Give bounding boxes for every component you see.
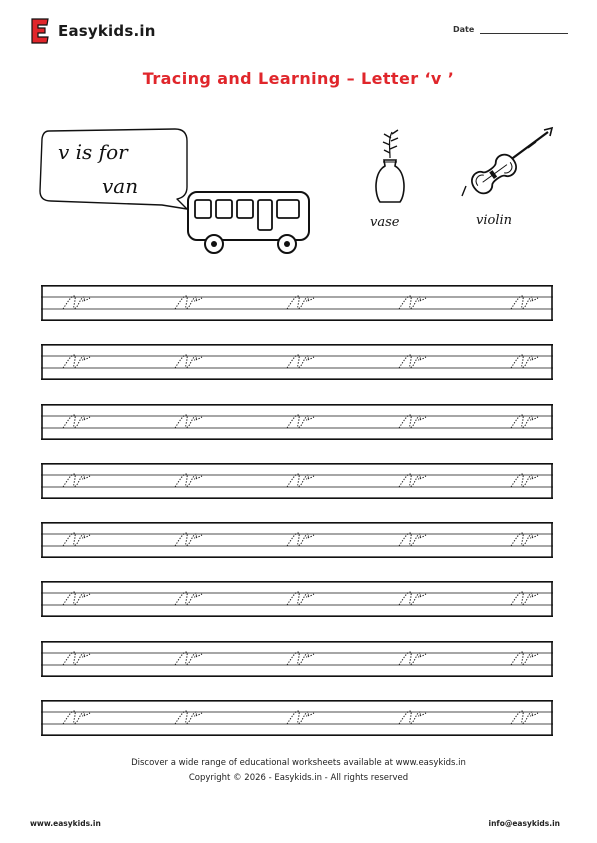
tracing-lines [41,344,553,380]
dotted-letter-v [511,533,538,546]
tracing-lines [41,522,553,558]
bubble-line-2: van [102,174,139,198]
dotted-letter-v [511,355,538,368]
tracing-lines [41,404,553,440]
tracing-row[interactable] [41,285,553,321]
footer-email-link[interactable]: info@easykids.in [488,819,560,828]
logo-e-icon [30,18,50,44]
dotted-letter-v [63,415,90,428]
dotted-letter-v [63,711,90,724]
dotted-letter-v [175,533,202,546]
tracing-lines [41,581,553,617]
dotted-letter-v [287,592,314,605]
tracing-row[interactable] [41,700,553,736]
dotted-letter-v [63,355,90,368]
date-line[interactable] [480,25,568,34]
bubble-line-1: v is for [58,140,128,164]
dotted-letter-v [511,474,538,487]
dotted-letter-v [175,711,202,724]
dotted-letter-v [287,296,314,309]
footer-copyright: Copyright © 2026 - Easykids.in - All rights reserved [188,773,409,783]
dotted-letter-v [399,533,426,546]
tracing-lines [41,700,553,736]
van-icon [185,188,313,258]
dotted-letter-v [63,474,90,487]
tracing-row[interactable] [41,344,553,380]
tracing-row[interactable] [41,641,553,677]
dotted-letter-v [287,474,314,487]
dotted-letter-v [175,652,202,665]
dotted-letter-v [63,533,90,546]
tracing-row[interactable] [41,522,553,558]
dotted-letter-v [399,711,426,724]
dotted-letter-v [399,592,426,605]
date-label: Date [453,25,475,34]
dotted-letter-v [399,296,426,309]
dotted-letter-v [511,592,538,605]
dotted-letter-v [175,415,202,428]
brand-logo [30,18,156,44]
dotted-letter-v [399,474,426,487]
dotted-letter-v [287,652,314,665]
tracing-lines [41,641,553,677]
violin-icon [456,126,556,200]
tracing-lines [41,285,553,321]
dotted-letter-v [287,355,314,368]
tracing-row[interactable] [41,581,553,617]
dotted-letter-v [63,652,90,665]
dotted-letter-v [399,355,426,368]
vase-label: vase [370,215,400,230]
footer-website-link[interactable]: www.easykids.in [30,819,101,828]
tracing-row[interactable] [41,404,553,440]
dotted-letter-v [175,592,202,605]
dotted-letter-v [63,592,90,605]
page-title: Tracing and Learning – Letter ‘v ’ [142,69,455,88]
vase-icon [370,128,410,206]
dotted-letter-v [511,415,538,428]
brand-name: Easykids.in [58,22,156,40]
dotted-letter-v [287,711,314,724]
dotted-letter-v [511,652,538,665]
dotted-letter-v [511,711,538,724]
tracing-area [41,285,553,759]
dotted-letter-v [175,296,202,309]
dotted-letter-v [399,652,426,665]
dotted-letter-v [511,296,538,309]
dotted-letter-v [63,296,90,309]
speech-bubble [37,125,192,211]
tracing-lines [41,463,553,499]
footer-discover-text: Discover a wide range of educational worksheets available at www.easykids.in [131,758,466,768]
dotted-letter-v [175,355,202,368]
dotted-letter-v [399,415,426,428]
dotted-letter-v [287,415,314,428]
dotted-letter-v [287,533,314,546]
violin-label: violin [476,213,513,228]
tracing-row[interactable] [41,463,553,499]
dotted-letter-v [175,474,202,487]
date-field[interactable] [453,25,568,34]
